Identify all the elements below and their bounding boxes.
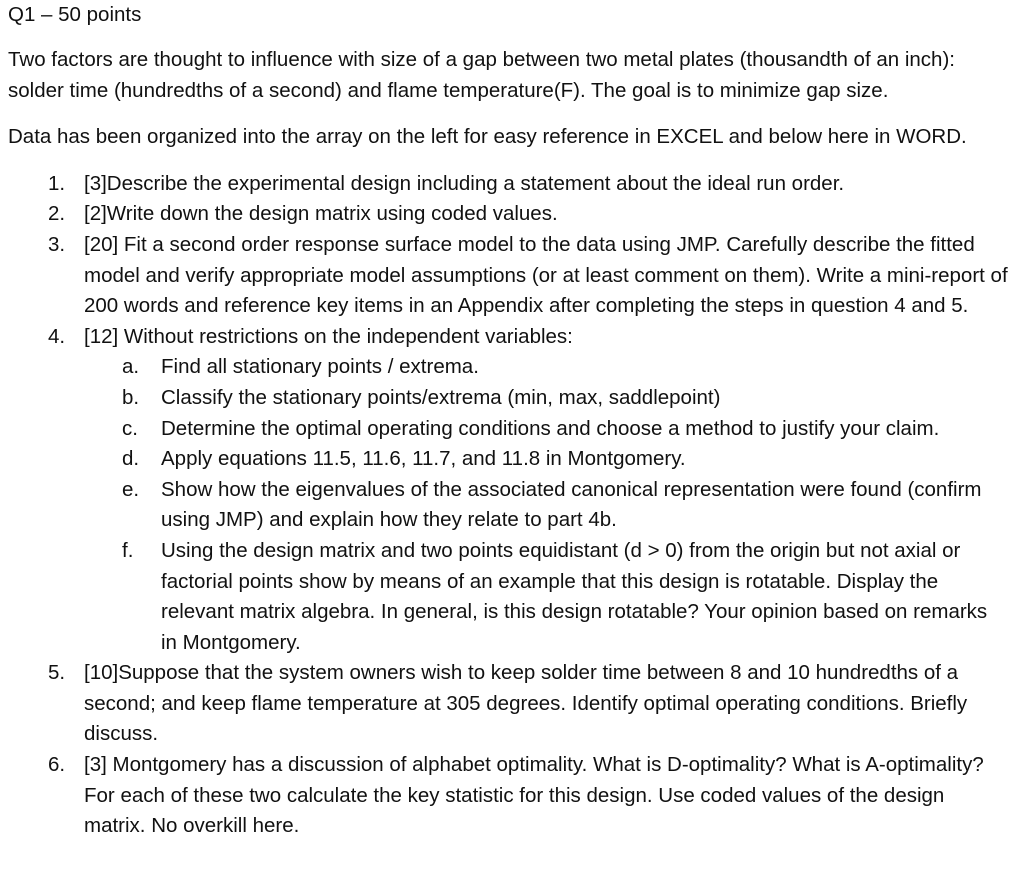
sub-question-list [84,352,1008,658]
sub-question-letter: e. [122,477,140,501]
sub-question-letter: d. [122,447,140,471]
sub-question-text: Find all stationary points / extrema. [161,355,479,379]
sub-question-letter: b. [122,385,140,409]
sub-question-item [84,444,997,475]
question-item [8,169,1008,200]
question-heading: Q1 – 50 points [8,3,142,26]
question-item [8,199,1008,230]
question-text: [20] Fit a second order response surface model to the data using JMP. Carefully describe the fitted model and verify appropriate model assumptions (or at least comment on them). Write a mini-report of 200 words and reference key items in an Appendix after completing the steps in question 4 and 5. [84,232,1008,318]
sub-question-item [84,352,997,383]
question-number: 1. [48,171,66,195]
question-text: [3]Describe the experimental design including a statement about the ideal run order. [84,171,845,195]
question-number: 2. [48,202,66,226]
question-text: [10]Suppose that the system owners wish to keep solder time between 8 and 10 hundredths of a second; and keep flame temperature at 305 degrees. Identify optimal operating conditions. Briefly discuss. [84,661,968,746]
question-number: 6. [48,753,66,777]
sub-question-item [84,536,997,658]
sub-question-text: Determine the optimal operating conditions and choose a method to justify your claim. [161,416,940,440]
intro-paragraph: Two factors are thought to influence with size of a gap between two metal plates (thousandth of an inch): solder time (hundredths of a second) and flame temperature(F). The goal is to minimize gap size. [8,48,955,102]
sub-question-text: Show how the eigenvalues of the associated canonical representation were found (confirm using JMP) and explain how they relate to part 4b. [161,477,982,532]
sub-question-item [84,383,997,414]
sub-question-item [84,414,997,445]
question-item [8,230,1008,322]
sub-question-letter: c. [122,416,138,440]
sub-question-text: Using the design matrix and two points equidistant (d > 0) from the origin but not axial or factorial points show by means of an example that this design is rotatable. Display the relevant matrix algebra. In general, is this design rotatable? Your opinion based on remarks in Montgomery. [161,538,988,654]
question-item [8,658,1008,750]
sub-question-letter: f. [122,538,134,562]
question-text: [2]Write down the design matrix using coded values. [84,202,558,226]
question-text: [3] Montgomery has a discussion of alphabet optimality. What is D-optimality? What is A-optimality? For each of these two calculate the key statistic for this design. Use coded values of the design matrix. No overkill here. [84,753,984,838]
question-number: 5. [48,661,66,685]
sub-question-text: Classify the stationary points/extrema (min, max, saddlepoint) [161,385,721,409]
sub-question-letter: a. [122,355,140,379]
question-list [8,169,1024,842]
sub-question-item [84,475,997,536]
question-text: [12] Without restrictions on the independent variables: [84,324,573,348]
question-item [8,322,1008,659]
question-number: 3. [48,232,66,256]
sub-question-text: Apply equations 11.5, 11.6, 11.7, and 11.8 in Montgomery. [161,447,686,471]
question-item [8,750,1008,842]
question-number: 4. [48,324,66,348]
data-note: Data has been organized into the array on the left for easy reference in EXCEL and below here in WORD. [8,125,967,149]
